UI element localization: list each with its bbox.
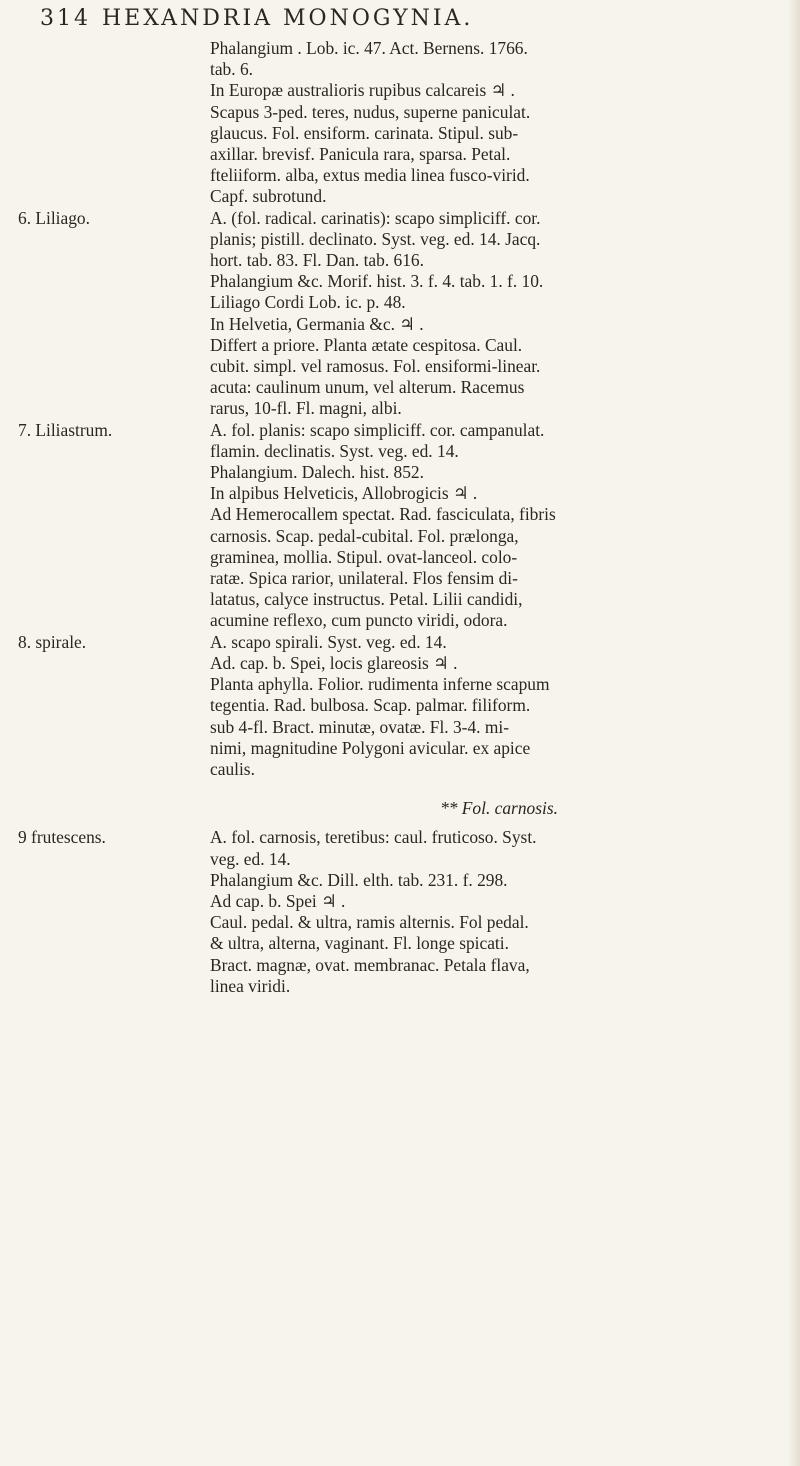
description-line: In alpibus Helveticis, Allobrogicis ♃ . [210,483,478,504]
description-line: & ultra, alterna, vaginant. Fl. longe spicati. [210,933,509,954]
description-line: Ad cap. b. Spei ♃ . [210,890,346,911]
description-line: acuta: caulinum unum, vel alterum. Racemus [210,377,525,398]
description-line: fteliiform. alba, extus media linea fusco-virid. [210,165,530,186]
description-line: Scapus 3-ped. teres, nudus, superne paniculat. [210,101,531,122]
description-line: Phalangium &c. Dill. elth. tab. 231. f. 298. [210,869,508,890]
species-number: 8. spirale. [18,631,87,652]
description-line: Caul. pedal. & ultra, ramis alternis. Fol pedal. [210,912,529,933]
species-entry [18,208,788,420]
description-line: Phalangium. Dalech. hist. 852. [210,462,424,483]
description-line: cubit. simpl. vel ramosus. Fol. ensiformi-linear. [210,356,541,377]
page-body [18,38,788,997]
description-line: caulis. [210,758,255,779]
species-description [210,208,788,420]
section-subheading: ** Fol. carnosis. [440,798,558,819]
description-line: hort. tab. 83. Fl. Dan. tab. 616. [210,250,424,271]
running-header [40,6,780,36]
description-line: planis; pistill. declinato. Syst. veg. ed. 14. Jacq. [210,228,541,249]
description-line: Phalangium &c. Morif. hist. 3. f. 4. tab. 1. f. 10. [210,271,544,292]
species-description [210,827,788,997]
description-line: Capf. subrotund. [210,186,327,207]
description-line: Planta aphylla. Folior. rudimenta inferne scapum [210,674,550,695]
species-number: 7. Liliastrum. [18,419,113,440]
description-line: latatus, calyce instructus. Petal. Lilii candidi, [210,589,523,610]
description-line: linea viridi. [210,975,291,996]
species-number: 6. Liliago. [18,207,90,228]
description-line: A. fol. carnosis, teretibus: caul. fruticoso. Syst. [210,827,537,848]
description-line: tegentia. Rad. bulbosa. Scap. palmar. filiform. [210,695,531,716]
description-line: Ad. cap. b. Spei, locis glareosis ♃ . [210,652,458,673]
page-number: 314 [40,6,91,31]
description-line: carnosis. Scap. pedal-cubital. Fol. prælonga, [210,525,519,546]
description-line: A. scapo spirali. Syst. veg. ed. 14. [210,631,447,652]
description-line: nimi, magnitudine Polygoni avicular. ex apice [210,737,531,758]
species-entry [18,420,788,632]
description-line: Phalangium . Lob. ic. 47. Act. Bernens. 1766. [210,38,528,58]
species-entry [18,38,788,208]
description-line: axillar. brevisf. Panicula rara, sparsa. Petal. [210,144,511,165]
species-entry [18,632,788,780]
spacer [18,780,788,788]
description-line: ratæ. Spica rarior, unilateral. Flos fensim di- [210,568,518,589]
description-line: acumine reflexo, cum puncto viridi, odora. [210,610,508,631]
species-description [210,632,788,780]
species-description [210,38,788,208]
running-title: HEXANDRIA MONOGYNIA. [102,6,474,31]
description-line: A. fol. planis: scapo simpliciff. cor. campanulat. [210,419,545,440]
description-line: In Helvetia, Germania &c. ♃ . [210,313,424,334]
description-line: Ad Hemerocallem spectat. Rad. fasciculata, fibris [210,504,556,525]
description-line: A. (fol. radical. carinatis): scapo simpliciff. cor. [210,207,541,228]
description-line: rarus, 10-fl. Fl. magni, albi. [210,398,402,419]
species-description [210,420,788,632]
page-edge-shadow [788,0,800,1466]
description-line: sub 4-fl. Bract. minutæ, ovatæ. Fl. 3-4. mi- [210,716,510,737]
description-line: tab. 6. [210,59,253,80]
description-line: glaucus. Fol. ensiform. carinata. Stipul. sub- [210,122,519,143]
description-line: Bract. magnæ, ovat. membranac. Petala flava, [210,954,530,975]
description-line: flamin. declinatis. Syst. veg. ed. 14. [210,440,459,461]
description-line: veg. ed. 14. [210,848,291,869]
species-entry [18,827,788,997]
description-line: In Europæ australioris rupibus calcareis ♃ . [210,80,515,101]
description-line: Liliago Cordi Lob. ic. p. 48. [210,292,406,313]
description-line: graminea, mollia. Stipul. ovat-lanceol. colo- [210,546,518,567]
description-line: Differt a priore. Planta ætate cespitosa. Caul. [210,334,523,355]
species-number: 9 frutescens. [18,827,106,848]
